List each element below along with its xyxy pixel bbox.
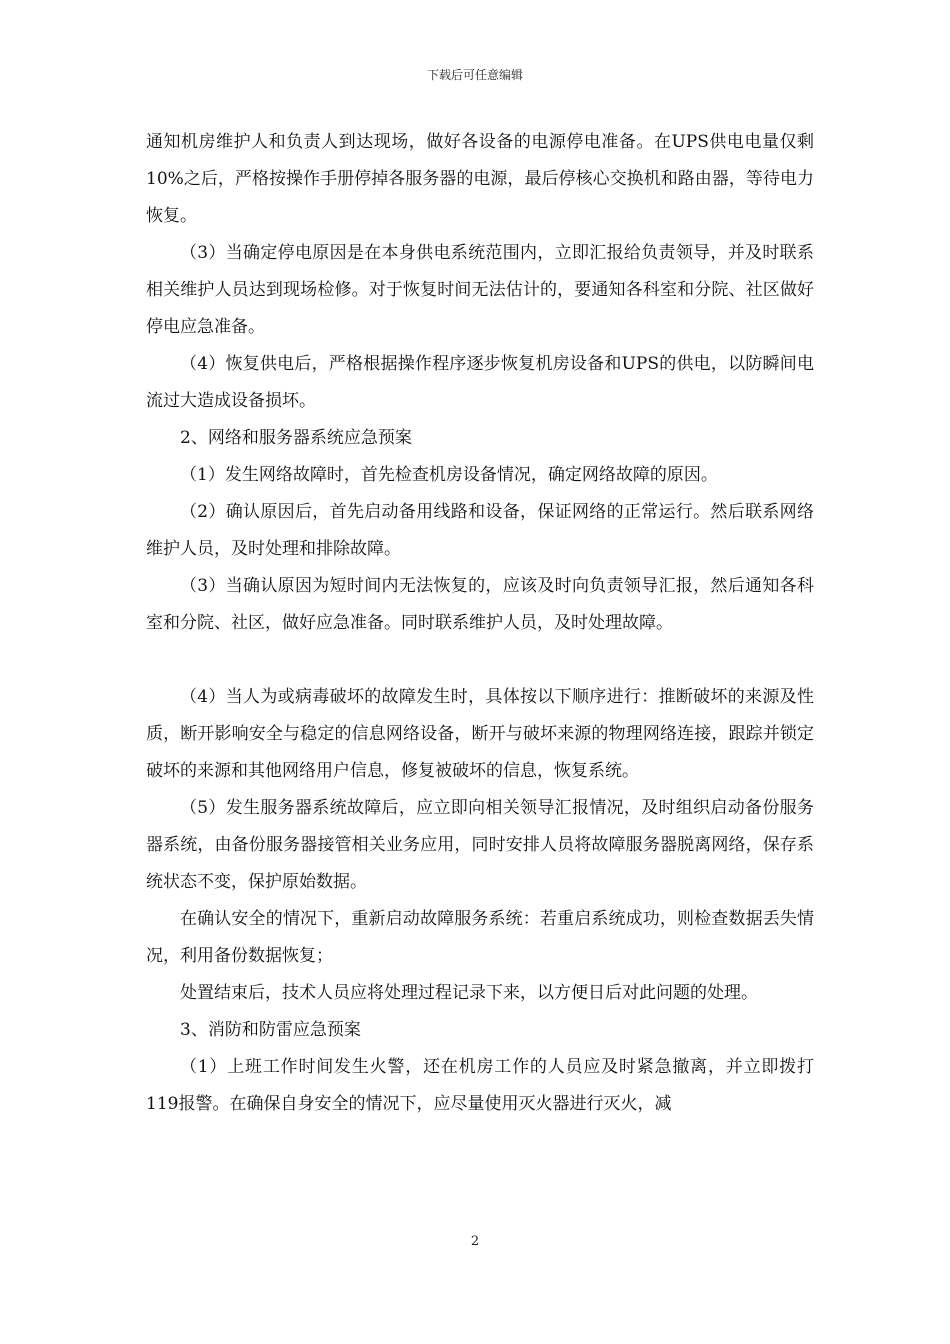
paragraph-network-step-2: （2）确认原因后，首先启动备用线路和设备，保证网络的正常运行。然后联系网络维护人员，及时处理和排除故障。	[146, 502, 814, 559]
paragraph-power-step-4: （4）恢复供电后，严格根据操作程序逐步恢复机房设备和UPS的供电，以防瞬间电流过大造成设备损坏。	[146, 354, 814, 411]
page-number: 2	[470, 1234, 480, 1249]
page-header: 下载后可任意编辑	[426, 68, 523, 82]
document-body	[146, 124, 814, 1123]
section-heading-fire: 3、消防和防雷应急预案	[180, 1020, 361, 1040]
paragraph-fire-step-1: （1）上班工作时间发生火警，还在机房工作的人员应及时紧急撤离，并立即拨打119报警。在确保自身安全的情况下，应尽量使用灭火器进行灭火，减	[146, 1057, 814, 1114]
paragraph-network-step-3: （3）当确认原因为短时间内无法恢复的，应该及时向负责领导汇报，然后通知各科室和分院、社区，做好应急准备。同时联系维护人员，及时处理故障。	[146, 576, 814, 633]
section-heading-network: 2、网络和服务器系统应急预案	[180, 428, 412, 448]
paragraph-power-continued: 通知机房维护人和负责人到达现场，做好各设备的电源停电准备。在UPS供电电量仅剩10%之后，严格按操作手册停掉各服务器的电源，最后停核心交换机和路由器，等待电力恢复。	[146, 132, 814, 226]
paragraph-network-step-1: （1）发生网络故障时，首先检查机房设备情况，确定网络故障的原因。	[180, 465, 718, 485]
blank-line	[146, 642, 814, 679]
paragraph-restart-check: 在确认安全的情况下，重新启动故障服务系统：若重启系统成功，则检查数据丢失情况，利用备份数据恢复；	[146, 909, 814, 966]
paragraph-network-step-5: （5）发生服务器系统故障后，应立即向相关领导汇报情况，及时组织启动备份服务器系统，由备份服务器接管相关业务应用，同时安排人员将故障服务器脱离网络，保存系统状态不变，保护原始数据。	[146, 798, 814, 892]
paragraph-power-step-3: （3）当确定停电原因是在本身供电系统范围内，立即汇报给负责领导，并及时联系相关维护人员达到现场检修。对于恢复时间无法估计的，要通知各科室和分院、社区做好停电应急准备。	[146, 243, 814, 337]
paragraph-network-step-4: （4）当人为或病毒破坏的故障发生时，具体按以下顺序进行：推断破坏的来源及性质，断开影响安全与稳定的信息网络设备，断开与破坏来源的物理网络连接，跟踪并锁定破坏的来源和其他网络用户信息，修复被破坏的信息，恢复系统。	[146, 687, 814, 781]
paragraph-record-process: 处置结束后，技术人员应将处理过程记录下来，以方便日后对此问题的处理。	[180, 983, 758, 1003]
